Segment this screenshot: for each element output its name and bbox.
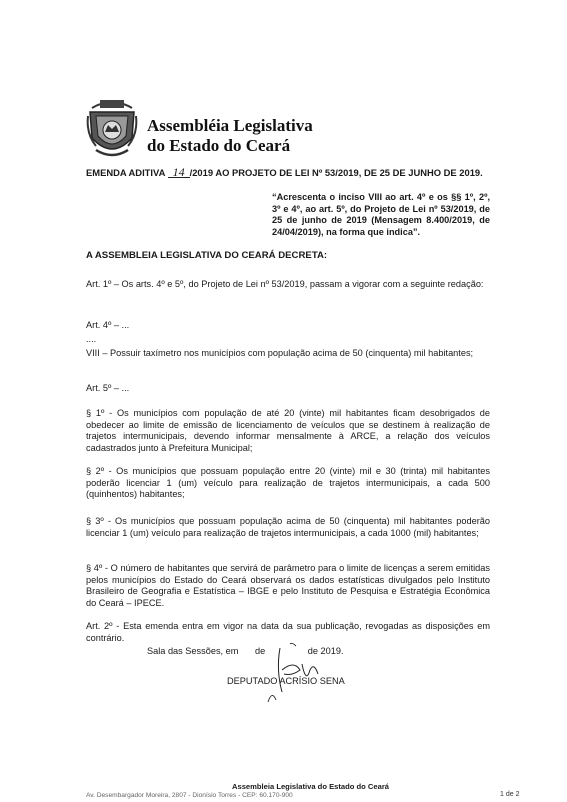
inciso-viii: VIII – Possuir taxímetro nos municípios com população acima de 50 (cinquenta) mil habitantes; [86,348,474,358]
decree-heading: A ASSEMBLEIA LEGISLATIVA DO CEARÁ DECRETA: [86,250,328,261]
handwritten-signature [262,640,342,706]
paragraph-1: § 1º - Os municípios com população de até 20 (vinte) mil habitantes ficam desobrigados de obedecer ao limite de emissão de licenciamento de veículos que se destinem à realização de trajetos intermunicipais, devendo informar mensalmente à ARCE, a relação dos veículos cadastrados junto à Prefeitura Municipal; [86,408,490,453]
article-5: Art. 5º – ... [86,383,130,393]
article-1: Art. 1º – Os arts. 4º e 5º, do Projeto de Lei nº 53/2019, passam a vigorar com a seguinte redação: [86,279,484,289]
org-name-line2: do Estado do Ceará [147,136,291,155]
ellipsis: .... [86,334,97,344]
amendment-title [86,167,490,179]
org-name-line1: Assembléia Legislativa [147,116,313,135]
footer-address: Av. Desembargador Moreira, 2807 - Dionísio Torres - CEP: 60.170-900 [86,792,293,799]
title-prefix: EMENDA ADITIVA [86,167,165,178]
signer-name: DEPUTADO ACRÍSIO SENA [227,676,345,686]
ementa: “Acrescenta o inciso VIII ao art. 4º e os §§ 1º, 2º, 3º e 4º, ao art. 5º, do Projeto de Lei nº 53/2019, de 25 de junho de 2019 (Mensagem 8.400/2019, de 24/04/2019), na forma que indica”. [272,192,490,237]
amendment-number: 14 [168,167,190,178]
paragraph-3: § 3º - Os municípios que possuam população acima de 50 (cinquenta) mil habitantes poderão licenciar 1 (um) veículo para realização de trajetos intermunicipais, a cada 1000 (mil) habitantes; [86,516,490,538]
date-de-1: de [254,646,266,656]
footer-org: Assembleia Legislativa do Estado do Ceará [232,782,389,791]
article-4: Art. 4º – ... [86,320,130,330]
paragraph-2: § 2º - Os municípios que possuam população entre 20 (vinte) mil e 30 (trinta) mil habitantes poderão licenciar 1 (um) veículo para realização de trajetos intermunicipais, a cada 500 (quinhentos) habitantes; [86,466,490,500]
paragraph-4: § 4º - O número de habitantes que servirá de parâmetro para o limite de licenças a serem emitidas pelos municípios do Estado do Ceará observará os dados estatísticas divulgados pelo Instituto Brasileiro de Geografia e Estatística – IBGE e pelo Instituto de Pesquisa e Estratégia Econômica do Ceará – IPECE. [86,563,490,608]
page-number: 1 de 2 [500,791,520,798]
title-rest: /2019 AO PROJETO DE LEI Nº 53/2019, DE 25 DE JUNHO DE 2019. [189,167,483,178]
article-2: Art. 2º - Esta emenda entra em vigor na data da sua publicação, revogadas as disposições em contrário. [86,621,490,643]
session-room-prefix: Sala das Sessões, em [147,646,239,656]
date-de-2: de 2019. [307,646,344,656]
state-seal-icon [86,94,138,164]
